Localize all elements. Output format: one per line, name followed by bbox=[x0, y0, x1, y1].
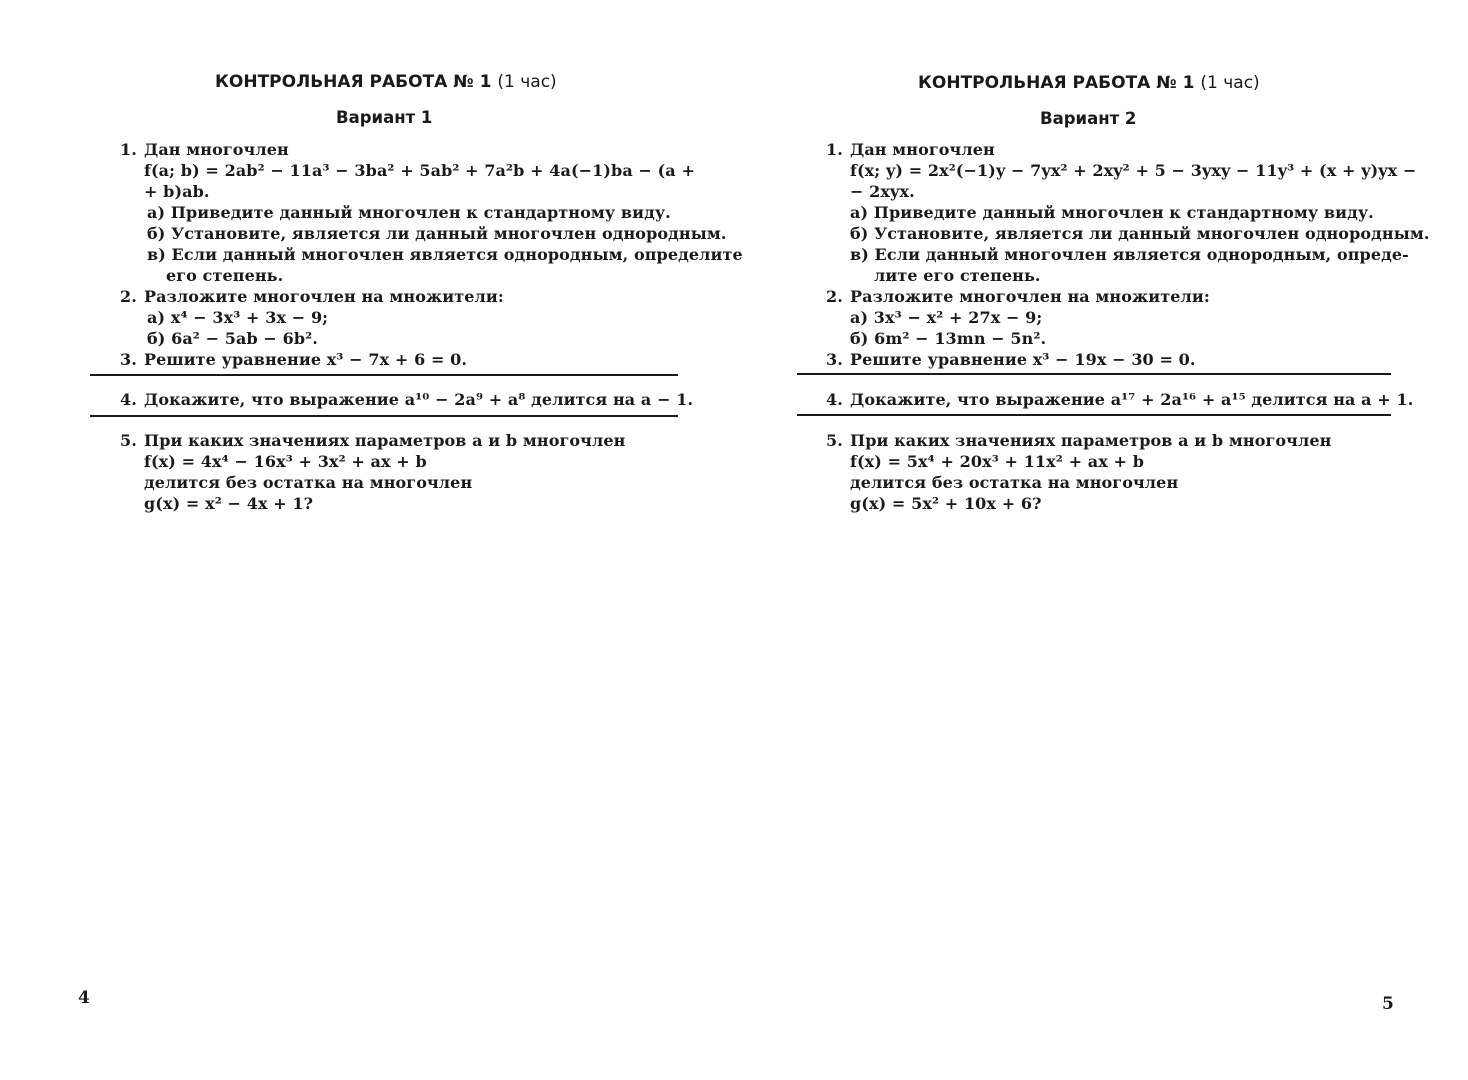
question-1-part-a: а) Приведите данный многочлен к стандартному виду. bbox=[147, 203, 671, 222]
question-1-polynomial-line2: + b)ab. bbox=[144, 182, 210, 201]
question-5-line4: g(x) = x² − 4x + 1? bbox=[144, 494, 314, 513]
question-5-line1: При каких значениях параметров a и b многочлен bbox=[850, 431, 1332, 450]
page-number: 4 bbox=[78, 988, 90, 1008]
question-5-line2: f(x) = 4x⁴ − 16x³ + 3x² + ax + b bbox=[144, 452, 427, 471]
question-1-part-c-line2: лите его степень. bbox=[874, 266, 1041, 285]
section-divider bbox=[797, 373, 1391, 375]
right-page bbox=[734, 0, 1468, 1080]
question-4-text: Докажите, что выражение a¹⁰ − 2a⁹ + a⁸ делится на a − 1. bbox=[144, 390, 694, 409]
question-4-number: 4. bbox=[120, 390, 137, 409]
question-2-part-b: б) 6a² − 5ab − 6b². bbox=[147, 329, 318, 348]
question-4-number: 4. bbox=[826, 390, 843, 409]
question-1-polynomial-line1: f(x; y) = 2x²(−1)y − 7yx² + 2xy² + 5 − 3yxy − 11y³ + (x + y)yx − bbox=[850, 161, 1417, 180]
question-1-part-b: б) Установите, является ли данный многочлен однородным. bbox=[147, 224, 727, 243]
question-2-part-a: а) x⁴ − 3x³ + 3x − 9; bbox=[147, 308, 329, 327]
page-title: КОНТРОЛЬНАЯ РАБОТА № 1 (1 час) bbox=[215, 72, 557, 92]
question-1-part-c-line1: в) Если данный многочлен является однородным, опреде- bbox=[850, 245, 1409, 264]
question-1-intro: Дан многочлен bbox=[850, 140, 995, 159]
question-4-text: Докажите, что выражение a¹⁷ + 2a¹⁶ + a¹⁵ делится на a + 1. bbox=[850, 390, 1414, 409]
question-5-line3: делится без остатка на многочлен bbox=[144, 473, 473, 492]
question-1-part-c-line2: его степень. bbox=[166, 266, 284, 285]
question-2-part-a: а) 3x³ − x² + 27x − 9; bbox=[850, 308, 1043, 327]
question-5-line4: g(x) = 5x² + 10x + 6? bbox=[850, 494, 1042, 513]
section-divider bbox=[90, 415, 678, 417]
question-1-number: 1. bbox=[120, 140, 137, 159]
question-1-number: 1. bbox=[826, 140, 843, 159]
section-divider bbox=[797, 414, 1391, 416]
question-2-part-b: б) 6m² − 13mn − 5n². bbox=[850, 329, 1047, 348]
question-2-number: 2. bbox=[826, 287, 843, 306]
question-2-number: 2. bbox=[120, 287, 137, 306]
question-3-text: Решите уравнение x³ − 7x + 6 = 0. bbox=[144, 350, 468, 369]
question-5-line3: делится без остатка на многочлен bbox=[850, 473, 1179, 492]
question-1-intro: Дан многочлен bbox=[144, 140, 289, 159]
page-title: КОНТРОЛЬНАЯ РАБОТА № 1 (1 час) bbox=[918, 73, 1260, 93]
question-5-line1: При каких значениях параметров a и b многочлен bbox=[144, 431, 626, 450]
question-5-line2: f(x) = 5x⁴ + 20x³ + 11x² + ax + b bbox=[850, 452, 1144, 471]
variant-title: Вариант 2 bbox=[1040, 109, 1137, 128]
section-divider bbox=[90, 374, 678, 376]
question-1-polynomial-line2: − 2xyx. bbox=[850, 182, 915, 201]
question-5-number: 5. bbox=[826, 431, 843, 450]
question-1-part-c-line1: в) Если данный многочлен является однородным, определите bbox=[147, 245, 743, 264]
question-3-number: 3. bbox=[120, 350, 137, 369]
variant-title: Вариант 1 bbox=[336, 108, 433, 127]
page-number: 5 bbox=[1382, 994, 1394, 1014]
question-5-number: 5. bbox=[120, 431, 137, 450]
question-2-text: Разложите многочлен на множители: bbox=[144, 287, 504, 306]
question-1-polynomial-line1: f(a; b) = 2ab² − 11a³ − 3ba² + 5ab² + 7a²b + 4a(−1)ba − (a + bbox=[144, 161, 695, 180]
question-3-number: 3. bbox=[826, 350, 843, 369]
question-2-text: Разложите многочлен на множители: bbox=[850, 287, 1210, 306]
question-1-part-b: б) Установите, является ли данный многочлен однородным. bbox=[850, 224, 1430, 243]
question-3-text: Решите уравнение x³ − 19x − 30 = 0. bbox=[850, 350, 1196, 369]
question-1-part-a: а) Приведите данный многочлен к стандартному виду. bbox=[850, 203, 1374, 222]
